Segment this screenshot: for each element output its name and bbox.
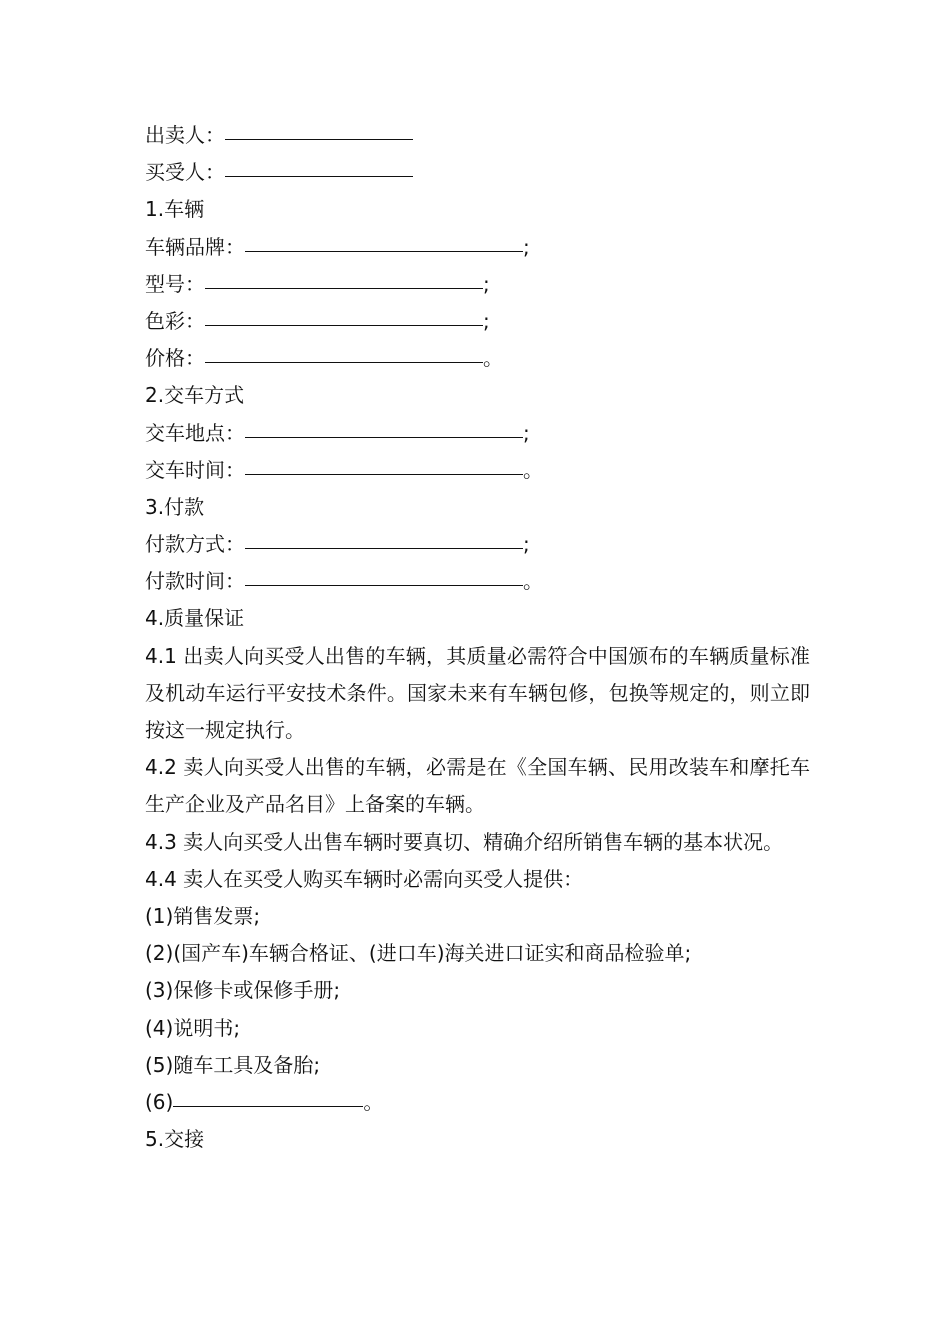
clause-4-4: 4.4 卖人在买受人购买车辆时必需向买受人提供：	[145, 866, 584, 891]
payment-time-label: 付款时间：	[145, 569, 245, 594]
payment-time-line	[145, 563, 810, 600]
clause-4-1: 4.1 出卖人向买受人出售的车辆，其质量必需符合中国颁布的车辆质量标准及机动车运行平安技术条件。国家未来有车辆包修，包换等规定的，则立即按这一规定执行。	[145, 643, 810, 743]
section-4-title: 4.质量保证	[145, 606, 245, 631]
list-item-5: (5)随车工具及备胎;	[145, 1052, 321, 1077]
list-item-6	[145, 1084, 810, 1121]
delivery-place-line	[145, 415, 810, 452]
color-blank[interactable]	[205, 303, 483, 326]
delivery-time-label: 交车时间：	[145, 457, 245, 482]
color-line	[145, 303, 810, 340]
delivery-place-semicolon: ;	[523, 420, 530, 445]
price-line	[145, 340, 810, 377]
price-label: 价格：	[145, 346, 205, 371]
delivery-time-period: 。	[523, 457, 543, 482]
delivery-time-line	[145, 452, 810, 489]
payment-time-blank[interactable]	[245, 563, 523, 586]
list-item-3: (3)保修卡或保修手册;	[145, 978, 341, 1003]
list-item-4: (4)说明书;	[145, 1015, 241, 1040]
brand-semicolon: ;	[523, 234, 530, 259]
seller-label: 出卖人：	[145, 123, 225, 147]
payment-method-semicolon: ;	[523, 532, 530, 557]
buyer-blank[interactable]	[225, 154, 413, 177]
color-label: 色彩：	[145, 308, 205, 333]
model-blank[interactable]	[205, 266, 483, 289]
buyer-line	[145, 154, 810, 191]
model-semicolon: ;	[483, 271, 490, 296]
buyer-label: 买受人：	[145, 160, 225, 185]
price-period: 。	[483, 346, 503, 371]
payment-time-period: 。	[523, 569, 543, 594]
brand-label: 车辆品牌：	[145, 234, 245, 259]
brand-line	[145, 229, 810, 266]
section-1-title: 1.车辆	[145, 197, 205, 222]
delivery-place-label: 交车地点：	[145, 420, 245, 445]
item-6-period: 。	[363, 1089, 384, 1114]
list-item-2: (2)(国产车)车辆合格证、(进口车)海关进口证实和商品检验单;	[145, 941, 692, 966]
section-5-title: 5.交接	[145, 1127, 205, 1152]
item-6-blank[interactable]	[173, 1084, 363, 1107]
seller-blank[interactable]	[225, 117, 413, 140]
item-6-label: (6)	[145, 1089, 174, 1114]
clause-4-2: 4.2 卖人向买受人出售的车辆，必需是在《全国车辆、民用改装车和摩托车生产企业及产品名目》上备案的车辆。	[145, 755, 810, 817]
delivery-time-blank[interactable]	[245, 452, 523, 475]
seller-line	[145, 117, 810, 154]
contract-page	[145, 117, 810, 1158]
section-3-title: 3.付款	[145, 494, 205, 519]
section-2-title: 2.交车方式	[145, 383, 245, 408]
clause-4-3: 4.3 卖人向买受人出售车辆时要真切、精确介绍所销售车辆的基本状况。	[145, 829, 784, 854]
model-line	[145, 266, 810, 303]
payment-method-blank[interactable]	[245, 526, 523, 549]
list-item-1: (1)销售发票;	[145, 904, 261, 929]
price-blank[interactable]	[205, 340, 483, 363]
model-label: 型号：	[145, 271, 205, 296]
payment-method-line	[145, 526, 810, 563]
payment-method-label: 付款方式：	[145, 532, 245, 557]
color-semicolon: ;	[483, 308, 490, 333]
delivery-place-blank[interactable]	[245, 415, 523, 438]
brand-blank[interactable]	[245, 229, 523, 252]
